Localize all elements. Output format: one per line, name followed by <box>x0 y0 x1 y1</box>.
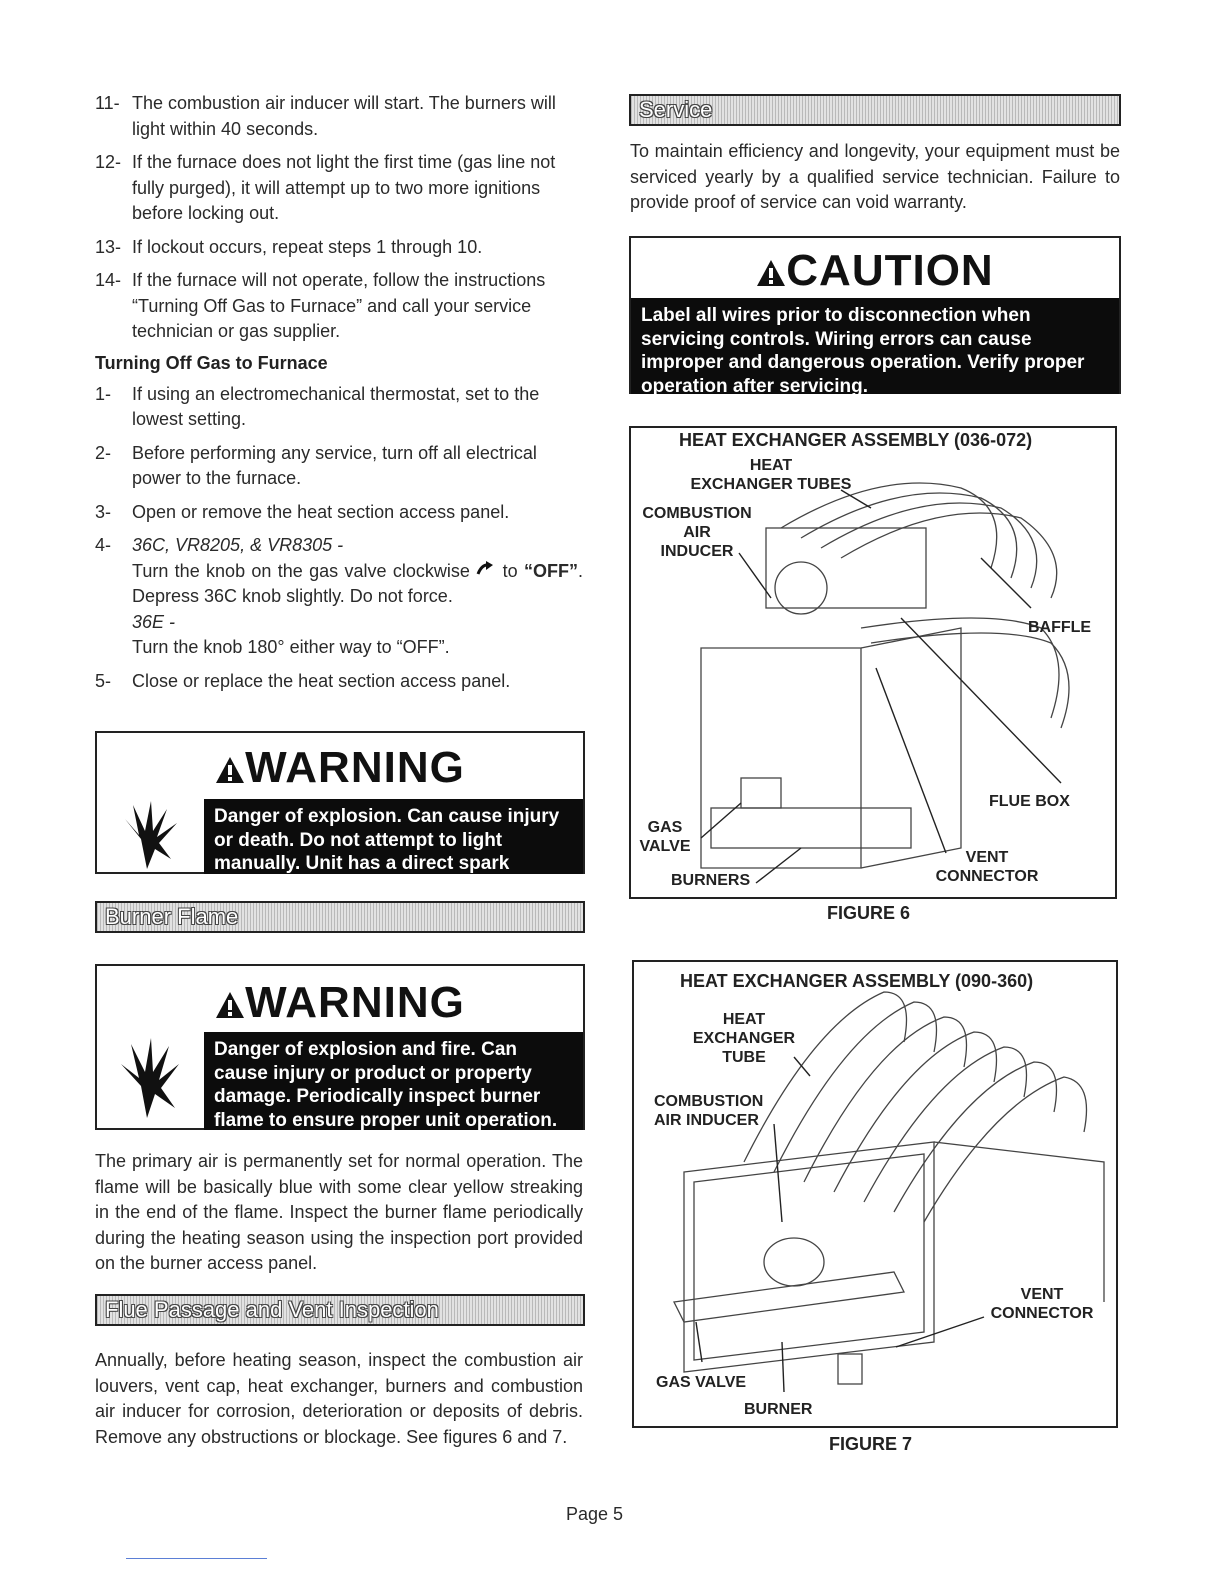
step4-models-b: 36E - <box>132 611 176 632</box>
step-number: 13- <box>95 236 122 257</box>
section-flue-vent: Flue Passage and Vent Inspection <box>95 1294 585 1326</box>
clockwise-arrow-icon <box>476 559 496 585</box>
caution-title: CAUTION <box>631 246 1119 298</box>
label-heat-exchanger-tube: HEAT EXCHANGER TUBE <box>692 1011 796 1066</box>
label-combustion-air-inducer: COMBUSTION AIR INDUCER <box>642 505 752 560</box>
warning-message: Danger of explosion. Can cause injury or death. Do not attempt to light manually. Unit has a direct spark ignition system. <box>204 799 583 874</box>
step-item <box>95 382 583 433</box>
step4-instruction-b: Turn the knob 180° either way to “OFF”. <box>132 637 450 657</box>
explosion-icon <box>111 799 183 874</box>
step-number: 4- <box>95 535 112 555</box>
label-combustion-air-inducer: COMBUSTION AIR INDUCER <box>654 1093 764 1129</box>
step-text: If using an electromechanical thermostat, set to the lowest setting. <box>132 383 540 429</box>
step-number: 1- <box>95 383 112 404</box>
step4-models-a: 36C, VR8205, & VR8305 - <box>132 535 344 555</box>
steps-list-a <box>95 91 583 345</box>
step-item <box>95 91 583 142</box>
figure-6-title: HEAT EXCHANGER ASSEMBLY (036-072) <box>679 430 1033 450</box>
step-item <box>95 441 583 492</box>
step-item <box>95 500 583 526</box>
page-number: Page 5 <box>566 1504 624 1524</box>
caution-box <box>629 236 1121 397</box>
label-flue-box: FLUE BOX <box>989 793 1070 810</box>
step-5: 5- Close or replace the heat section access panel. <box>95 670 511 691</box>
step-item <box>95 150 583 227</box>
step-4 <box>95 533 583 661</box>
label-baffle: BAFFLE <box>1028 619 1092 636</box>
figure-7-box <box>632 960 1118 1428</box>
step-item <box>95 268 583 345</box>
warning-triangle-icon <box>215 745 245 795</box>
burner-flame-paragraph: The primary air is permanently set for normal operation. The flame will be basically blue with some clear yellow streaking in the end of the flame. Inspect the burner flame periodically during the heating season using the inspection port provided on the burner access panel. <box>95 1151 583 1273</box>
figure-6-caption: FIGURE 6 <box>827 903 911 923</box>
label-burners: BURNERS <box>671 872 751 889</box>
step-text: Open or remove the heat section access panel. <box>132 501 510 522</box>
step-text: If the furnace will not operate, follow the instructions “Turning Off Gas to Furnace” and call your service technician or gas supplier. <box>132 270 546 341</box>
warning-triangle-icon <box>215 980 245 1030</box>
label-burner: BURNER <box>744 1401 813 1418</box>
caution-triangle-icon <box>756 248 786 298</box>
label-gas-valve: GAS VALVE <box>639 819 691 855</box>
service-paragraph: To maintain efficiency and longevity, your equipment must be serviced yearly by a qualified service technician. Failure to provide proof of service can void warranty. <box>630 141 1120 212</box>
steps-list-b <box>95 382 583 526</box>
label-vent-connector: VENT CONNECTOR <box>935 849 1039 885</box>
step-item <box>95 235 583 261</box>
caution-message: Label all wires prior to disconnection when servicing controls. Wiring errors can cause improper and dangerous operation. Verify proper operation after servicing. <box>631 298 1119 394</box>
warning-box-explosion <box>95 731 585 898</box>
step-number: 11- <box>95 93 120 113</box>
step-text: Before performing any service, turn off all electrical power to the furnace. <box>132 442 537 488</box>
figure-7-caption: FIGURE 7 <box>829 1434 913 1454</box>
figure-6-box <box>629 426 1117 899</box>
label-gas-valve: GAS VALVE <box>656 1374 747 1391</box>
flue-paragraph: Annually, before heating season, inspect the combustion air louvers, vent cap, heat exchanger, burners and combustion air inducer for corrosion, deterioration or deposits of debris. Remove any obstructions or blockage. See figures 6 and 7. <box>95 1350 583 1447</box>
turning-off-heading: Turning Off Gas to Furnace <box>95 352 328 373</box>
step-text: If lockout occurs, repeat steps 1 through 10. <box>132 236 483 257</box>
warning-title: WARNING <box>97 743 583 795</box>
step-number: 3- <box>95 501 112 522</box>
label-heat-exchanger-tubes: HEAT EXCHANGER TUBES <box>690 457 852 493</box>
step4-instruction-a: Turn the knob on the gas valve clockwise to “OFF”. Depress 36C knob slightly. Do not force. <box>132 560 583 606</box>
warning-message: Danger of explosion and fire. Can cause injury or product or property damage. Periodically inspect burner flame to ensure proper unit operation. <box>204 1032 583 1130</box>
figure-7-title: HEAT EXCHANGER ASSEMBLY (090-360) <box>680 971 1034 991</box>
step-number: 2- <box>95 442 112 463</box>
explosion-fire-icon <box>111 1038 183 1123</box>
left-column <box>95 91 583 702</box>
section-burner-flame: Burner Flame <box>95 901 585 933</box>
step-text: If the furnace does not light the first time (gas line not fully purged), it will attempt up to two more ignitions before locking out. <box>132 152 556 223</box>
footer-rule <box>126 1558 267 1559</box>
warning-title: WARNING <box>97 978 583 1030</box>
step-number: 14- <box>95 270 122 290</box>
warning-box-fire <box>95 964 585 1130</box>
step-text: The combustion air inducer will start. The burners will light within 40 seconds. <box>132 93 556 139</box>
step-number: 12- <box>95 152 122 172</box>
section-service: Service <box>629 94 1121 126</box>
label-vent-connector: VENT CONNECTOR <box>990 1286 1094 1322</box>
